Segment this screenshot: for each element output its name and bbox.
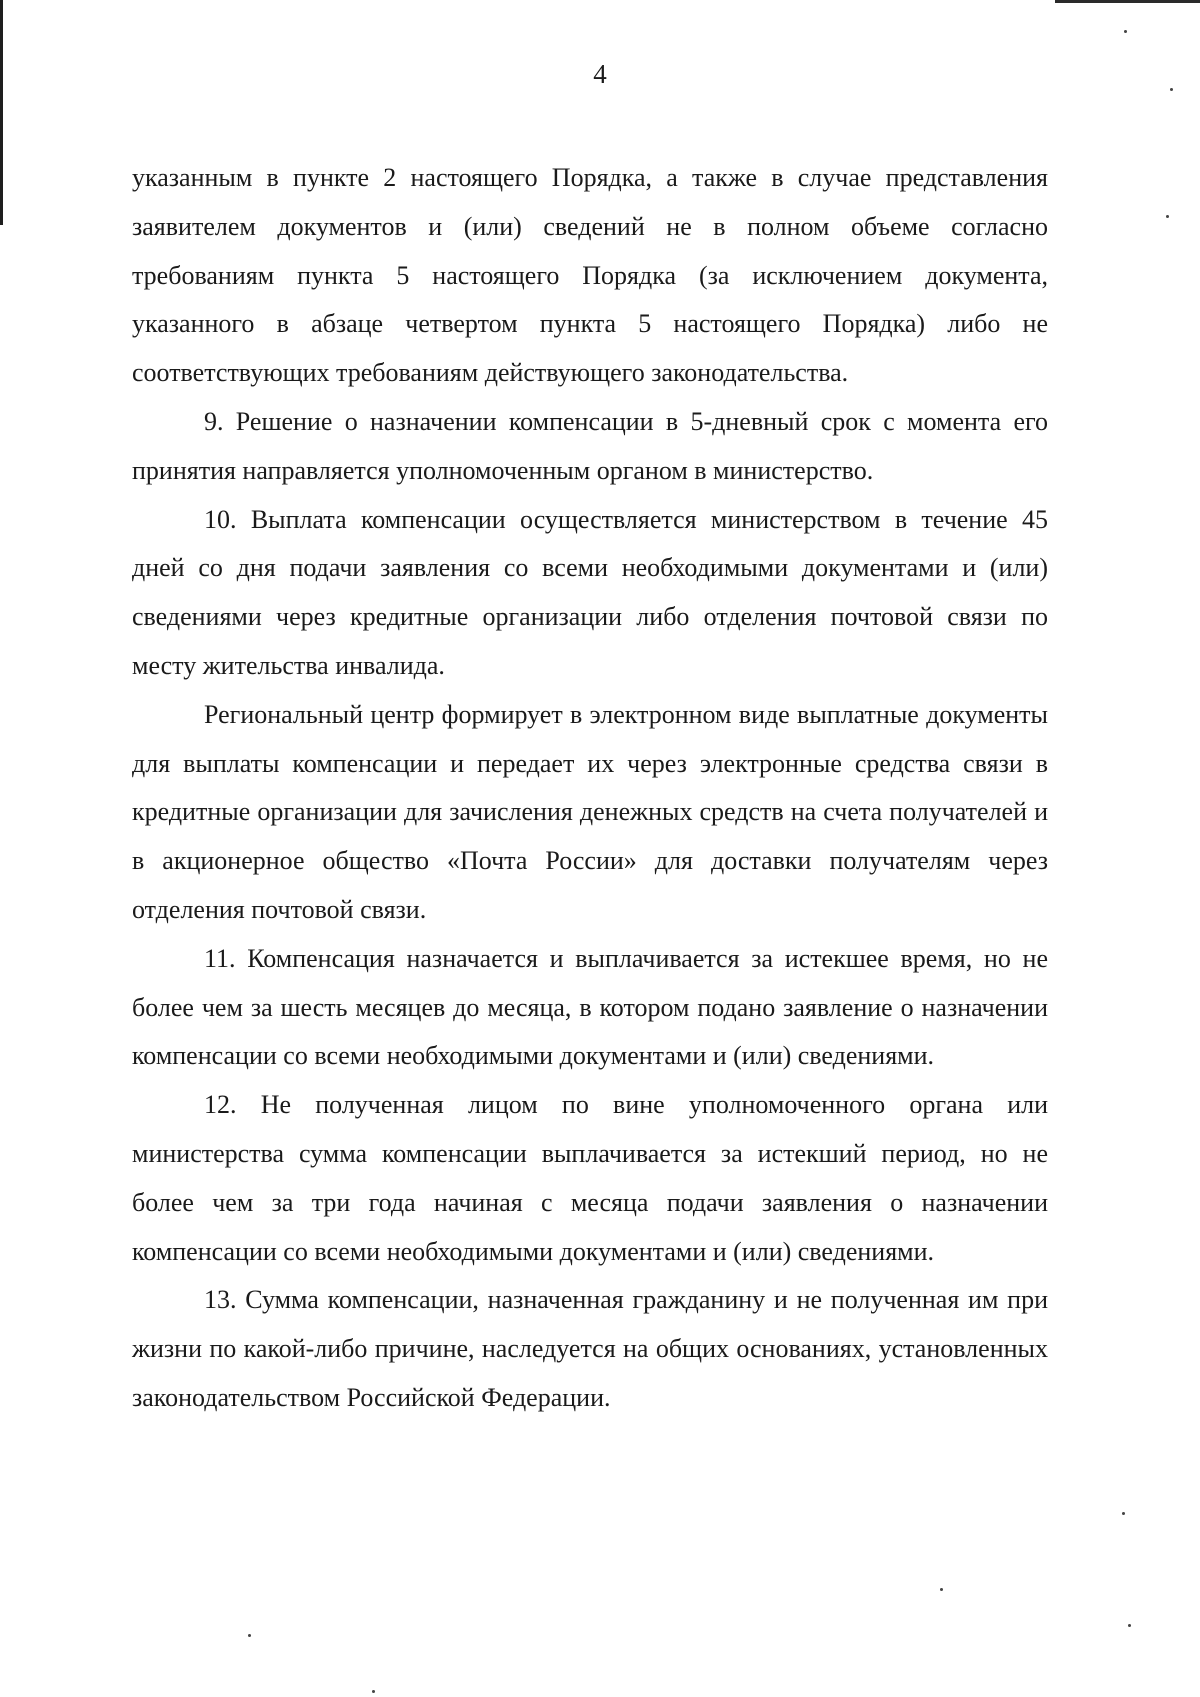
scan-speck — [940, 1588, 943, 1591]
paragraph-item-9: 9. Решение о назначении компенсации в 5-дневный срок с момента его принятия направляется уполномоченным органом в министерство. — [132, 406, 1048, 485]
paragraph-continuation: указанным в пункте 2 настоящего Порядка, а также в случае представления заявителем документов и (или) сведений не в полном объеме согласно требованиям пункта 5 настоящего Порядка (за исключением документа, указанного в абзаце четвертом пункта 5 настоящего Порядка) либо не соответствующих требованиям действующего законодательства. — [132, 163, 1048, 388]
document-body — [132, 154, 1048, 1423]
scan-speck — [1124, 30, 1127, 33]
scan-speck — [1122, 1512, 1125, 1515]
page-number: 4 — [593, 59, 607, 89]
scan-edge-top — [1055, 0, 1200, 3]
paragraph-item-10: 10. Выплата компенсации осуществляется министерством в течение 45 дней со дня подачи заявления со всеми необходимыми документами и (или) сведениями через кредитные организации либо отделения почтовой связи по месту жительства инвалида. — [132, 504, 1048, 680]
scan-speck — [1166, 215, 1169, 218]
scan-speck — [372, 1690, 375, 1693]
paragraph-item-12: 12. Не полученная лицом по вине уполномоченного органа или министерства сумма компенсации выплачивается за истекший период, но не более чем за три года начиная с месяца подачи заявления о назначении компенсации со всеми необходимыми документами и (или) сведениями. — [132, 1090, 1048, 1266]
scan-edge-left — [0, 0, 3, 225]
paragraph-item-13: 13. Сумма компенсации, назначенная гражданину и не полученная им при жизни по какой-либо причине, наследуется на общих основаниях, установленных законодательством Российской Федерации. — [132, 1285, 1048, 1412]
paragraph-regional-center: Региональный центр формирует в электронном виде выплатные документы для выплаты компенсации и передает их через электронные средства связи в кредитные организации для зачисления денежных средств на счета получателей и в акционерное общество «Почта России» для доставки получателям через отделения почтовой связи. — [132, 699, 1048, 924]
scan-speck — [1170, 88, 1173, 91]
scan-speck — [248, 1634, 251, 1637]
scan-speck — [1128, 1624, 1131, 1627]
paragraph-item-11: 11. Компенсация назначается и выплачивается за истекшее время, но не более чем за шесть месяцев до месяца, в котором подано заявление о назначении компенсации со всеми необходимыми документами и (или) сведениями. — [132, 943, 1048, 1071]
